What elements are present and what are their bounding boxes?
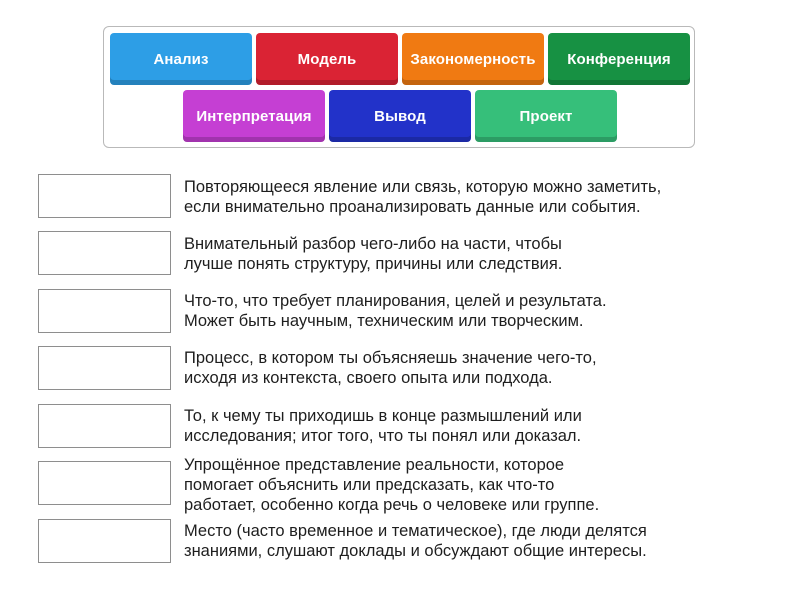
tile-project[interactable]: Проект <box>475 90 617 142</box>
answer-slot-1[interactable] <box>38 174 171 218</box>
definition-4: Процесс, в котором ты объясняешь значение чего-то, исходя из контекста, своего опыта или подхода. <box>184 349 597 387</box>
definition-1: Повторяющееся явление или связь, которую можно заметить, если внимательно проанализировать данные или события. <box>184 178 662 216</box>
answer-slot-6[interactable] <box>38 461 171 505</box>
answer-slot-2[interactable] <box>38 231 171 275</box>
answer-slot-5[interactable] <box>38 404 171 448</box>
tile-analysis[interactable]: Анализ <box>110 33 252 85</box>
tile-conclusion[interactable]: Вывод <box>329 90 471 142</box>
answer-slot-3[interactable] <box>38 289 171 333</box>
tile-pattern[interactable]: Закономерность <box>402 33 544 85</box>
tile-model[interactable]: Модель <box>256 33 398 85</box>
answer-slot-7[interactable] <box>38 519 171 563</box>
definition-5: То, к чему ты приходишь в конце размышлений или исследования; итог того, что ты понял или доказал. <box>184 407 582 445</box>
tile-interpretation[interactable]: Интерпретация <box>183 90 325 142</box>
definition-7: Место (часто временное и тематическое), где люди делятся знаниями, слушают доклады и обсуждают общие интересы. <box>184 522 647 560</box>
answer-slot-4[interactable] <box>38 346 171 390</box>
definition-2: Внимательный разбор чего-либо на части, чтобы лучше понять структуру, причины или следствия. <box>184 235 563 273</box>
tile-conference[interactable]: Конференция <box>548 33 690 85</box>
definition-3: Что-то, что требует планирования, целей и результата. Может быть научным, техническим или творческим. <box>184 292 607 330</box>
definition-6: Упрощённое представление реальности, которое помогает объяснить или предсказать, как что-то работает, особенно когда речь о человеке или группе. <box>184 456 600 514</box>
